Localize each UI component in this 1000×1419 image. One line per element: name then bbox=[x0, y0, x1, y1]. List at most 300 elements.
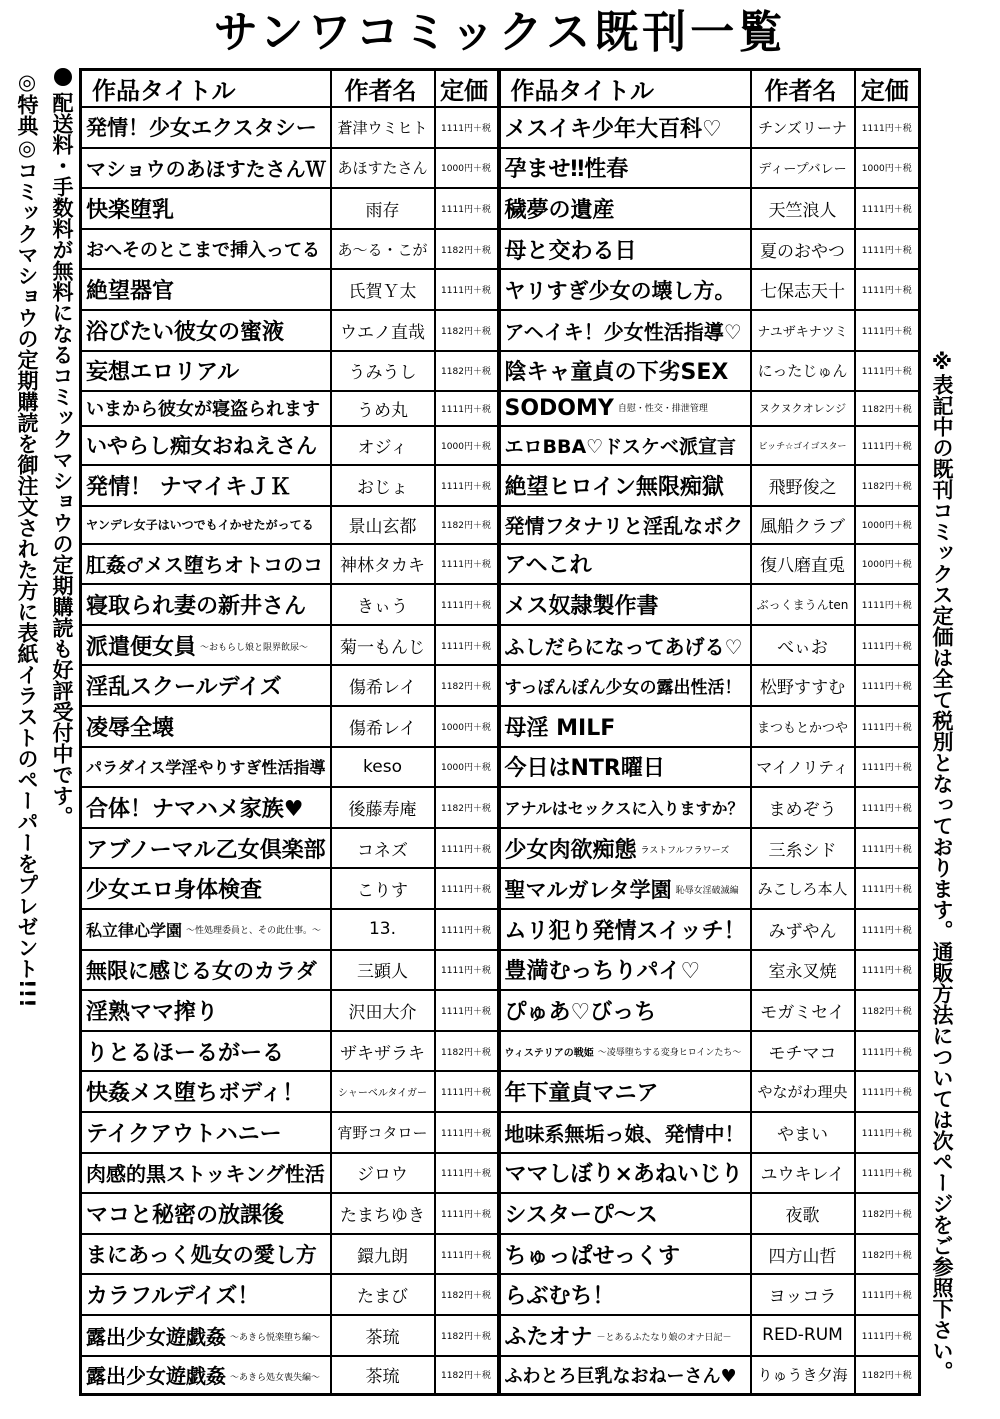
title-cell bbox=[81, 188, 331, 229]
author-cell bbox=[751, 787, 855, 828]
author-cell bbox=[331, 188, 435, 229]
author-cell bbox=[751, 1234, 855, 1275]
title-cell-text: SODOMY bbox=[504, 395, 614, 421]
table-row bbox=[81, 868, 920, 909]
title-cell bbox=[499, 351, 751, 392]
author-cell bbox=[331, 868, 435, 909]
price-cell bbox=[855, 506, 920, 544]
title-cell bbox=[81, 584, 331, 625]
author-cell bbox=[331, 310, 435, 351]
author-cell-text: 宵野コタロー bbox=[337, 1123, 428, 1142]
author-cell-text: まつもとかつや bbox=[756, 720, 848, 736]
price-cell bbox=[435, 1031, 499, 1072]
table-row bbox=[81, 148, 920, 189]
price-cell-text: 1000円＋税 bbox=[861, 560, 912, 571]
title-cell-text: ヤンデレ女子はいつでもイかせたがってる bbox=[86, 518, 314, 533]
price-cell bbox=[855, 747, 920, 788]
author-cell-text: べぃお bbox=[777, 637, 828, 658]
price-cell-text: 1182円＋税 bbox=[441, 1331, 491, 1342]
title-cell-text: 浴びたい彼女の蜜液 bbox=[86, 319, 285, 345]
author-cell bbox=[751, 747, 855, 788]
author-cell-text: 室永叉焼 bbox=[768, 962, 837, 983]
author-cell-text: 13. bbox=[368, 919, 397, 940]
title-cell-text: ママしぼり×あねいじり bbox=[504, 1162, 743, 1188]
table-row bbox=[81, 506, 920, 544]
title-cell bbox=[81, 107, 331, 148]
author-cell-text: たまちゆき bbox=[340, 1205, 425, 1226]
author-cell bbox=[751, 1153, 855, 1194]
price-cell bbox=[435, 506, 499, 544]
price-cell bbox=[855, 351, 920, 392]
author-cell-text: ヨッコラ bbox=[768, 1287, 837, 1308]
title-cell-text: 穢夢の遺産 bbox=[504, 197, 615, 223]
table-row bbox=[81, 229, 920, 270]
title-cell bbox=[81, 426, 331, 465]
price-cell-text: 1182円＋税 bbox=[441, 1047, 491, 1058]
author-cell bbox=[751, 465, 855, 506]
author-cell-text: 雨存 bbox=[365, 200, 400, 221]
title-cell-text: 妄想エロリアル bbox=[86, 360, 240, 386]
author-cell-text: ナユザキナツミ bbox=[757, 324, 848, 340]
price-cell-text: 1111円＋税 bbox=[861, 1047, 912, 1058]
author-cell bbox=[751, 506, 855, 544]
title-cell bbox=[499, 665, 751, 706]
price-cell-text: 1111円＋税 bbox=[441, 560, 491, 571]
price-cell-text: 1182円＋税 bbox=[861, 1250, 912, 1261]
author-cell-text: シャーベルタイガー bbox=[338, 1088, 427, 1100]
author-cell bbox=[751, 426, 855, 465]
author-cell-text: モガミセイ bbox=[760, 1003, 845, 1023]
title-cell bbox=[499, 426, 751, 465]
author-cell-text: こりす bbox=[357, 881, 408, 902]
author-cell-text: 七保志天十 bbox=[760, 282, 845, 303]
price-cell-text: 1111円＋税 bbox=[441, 966, 491, 977]
author-cell bbox=[751, 1356, 855, 1395]
title-cell bbox=[499, 990, 751, 1031]
price-cell bbox=[855, 1153, 920, 1194]
title-cell bbox=[499, 950, 751, 991]
title-cell-text: 無限に感じる女のカラダ bbox=[86, 958, 317, 983]
title-cell-subtitle: ～凌辱堕ちする変身ヒロインたち～ bbox=[597, 1047, 742, 1058]
title-cell-text: 発情！少女エクスタシー bbox=[86, 116, 317, 141]
table-row bbox=[81, 584, 920, 625]
author-cell-text: 蒼津ウミヒト bbox=[337, 118, 428, 137]
price-cell bbox=[855, 465, 920, 506]
title-cell-text: 孕ませ‼性春 bbox=[504, 157, 629, 183]
author-cell bbox=[331, 950, 435, 991]
author-cell-text: ウエノ直哉 bbox=[340, 322, 425, 343]
author-cell bbox=[331, 465, 435, 506]
author-cell-text: RED-RUM bbox=[762, 1325, 843, 1346]
author-cell bbox=[751, 351, 855, 392]
author-cell-text: コネズ bbox=[357, 840, 408, 861]
title-cell-text: ヤリすぎ少女の壊し方。 bbox=[504, 278, 736, 303]
price-cell-text: 1111円＋税 bbox=[861, 1088, 912, 1099]
title-cell-subtitle: ～あきら処女喪失編～ bbox=[230, 1372, 321, 1383]
author-cell bbox=[331, 426, 435, 465]
price-cell bbox=[435, 868, 499, 909]
title-cell bbox=[81, 1234, 331, 1275]
title-cell-text: ウィステリアの戦姫 bbox=[504, 1047, 594, 1059]
author-cell-text: きぃう bbox=[357, 597, 408, 618]
title-cell bbox=[81, 990, 331, 1031]
price-cell bbox=[435, 828, 499, 869]
title-cell-subtitle: 恥辱女淫破滅編 bbox=[675, 885, 739, 896]
title-cell bbox=[499, 868, 751, 909]
table-row bbox=[81, 310, 920, 351]
author-cell bbox=[751, 229, 855, 270]
table-row bbox=[81, 747, 920, 788]
author-cell bbox=[331, 747, 435, 788]
price-cell bbox=[435, 747, 499, 788]
title-cell-subtitle: ラストフルフラワーズ bbox=[640, 845, 730, 856]
title-cell-text: シスターぴ～ス bbox=[504, 1202, 658, 1228]
title-cell-text: マショウのあほすたさんＷ bbox=[86, 157, 326, 182]
title-cell-text: 淫熟ママ搾り bbox=[86, 1000, 219, 1025]
title-cell-text: テイクアウトハニー bbox=[86, 1121, 282, 1147]
title-cell-text: 絶望器官 bbox=[86, 279, 175, 305]
title-cell bbox=[81, 787, 331, 828]
price-cell-text: 1000円＋税 bbox=[441, 763, 491, 774]
price-cell bbox=[855, 1031, 920, 1072]
price-cell bbox=[435, 465, 499, 506]
author-cell-text: 夜歌 bbox=[785, 1205, 820, 1226]
table-row bbox=[81, 706, 920, 747]
author-cell bbox=[331, 909, 435, 950]
table-row bbox=[81, 465, 920, 506]
title-cell bbox=[81, 269, 331, 310]
author-cell bbox=[751, 544, 855, 585]
table-row bbox=[81, 1071, 920, 1112]
catalog-table bbox=[79, 68, 921, 1396]
author-cell-text: ビッチ☆ゴイゴスター bbox=[758, 441, 847, 452]
price-cell-text: 1111円＋税 bbox=[861, 641, 912, 652]
price-cell-text: 1111円＋税 bbox=[441, 1007, 491, 1017]
price-cell-text: 1111円＋税 bbox=[861, 367, 912, 378]
price-cell bbox=[855, 1071, 920, 1112]
price-cell bbox=[855, 544, 920, 585]
price-cell bbox=[435, 351, 499, 392]
author-cell bbox=[331, 584, 435, 625]
author-cell-text: 沢田大介 bbox=[348, 1003, 417, 1023]
title-cell bbox=[499, 148, 751, 189]
title-cell bbox=[81, 1071, 331, 1112]
title-cell-subtitle: －とあるふたなり娘のオナ日記－ bbox=[596, 1332, 732, 1343]
price-cell bbox=[435, 1153, 499, 1194]
title-cell bbox=[499, 1315, 751, 1356]
price-cell-text: 1182円＋税 bbox=[861, 404, 912, 415]
author-cell-text: ディープバレー bbox=[758, 162, 847, 178]
author-cell-text: 茶琉 bbox=[365, 1327, 400, 1348]
title-cell-subtitle: ～あきら悦楽堕ち編～ bbox=[230, 1333, 321, 1344]
title-cell bbox=[499, 229, 751, 270]
author-cell-text: 三顕人 bbox=[357, 962, 408, 983]
title-cell-text: 少女肉欲痴態 bbox=[504, 837, 637, 863]
author-cell bbox=[751, 1031, 855, 1072]
price-cell-text: 1111円＋税 bbox=[441, 844, 491, 855]
author-cell bbox=[331, 1315, 435, 1356]
table-row bbox=[81, 1193, 920, 1234]
table-row bbox=[81, 665, 920, 706]
title-cell-text: 豊満むっちりパイ♡ bbox=[504, 959, 701, 985]
title-cell-text: アヘこれ bbox=[504, 553, 592, 579]
price-cell bbox=[855, 1315, 920, 1356]
price-cell bbox=[435, 665, 499, 706]
price-cell bbox=[855, 1112, 920, 1153]
author-cell bbox=[331, 706, 435, 747]
title-cell bbox=[81, 229, 331, 270]
title-cell-text: カラフルデイズ！ bbox=[86, 1284, 260, 1310]
title-cell-text: 聖マルガレタ学園 bbox=[504, 877, 672, 902]
title-cell-text: 肛姦♂メス堕ちオトコのコ bbox=[86, 553, 324, 578]
table-row bbox=[81, 1153, 920, 1194]
author-cell bbox=[331, 351, 435, 392]
price-cell bbox=[435, 229, 499, 270]
price-cell-text: 1111円＋税 bbox=[861, 966, 912, 977]
author-cell-text: 菊一もんじ bbox=[340, 637, 425, 658]
author-cell-text: オジィ bbox=[357, 437, 408, 458]
title-cell bbox=[499, 1071, 751, 1112]
table-row bbox=[81, 391, 920, 425]
header-price: 定価 bbox=[435, 70, 499, 108]
price-cell-text: 1111円＋税 bbox=[861, 286, 912, 297]
price-cell bbox=[855, 706, 920, 747]
title-cell bbox=[499, 1274, 751, 1315]
title-cell bbox=[81, 351, 331, 392]
author-cell bbox=[331, 391, 435, 425]
title-cell-text: りとるほーるがーる bbox=[86, 1040, 285, 1066]
author-cell bbox=[331, 787, 435, 828]
title-cell-text: いまから彼女が寝盗られます bbox=[86, 399, 320, 421]
title-cell-text: ムリ犯り発情スイッチ！ bbox=[504, 918, 746, 944]
author-cell-text: 茶琉 bbox=[365, 1367, 400, 1388]
author-cell-text: やまい bbox=[777, 1124, 828, 1145]
title-cell-subtitle: ～おもらし娘と限界飲尿～ bbox=[200, 642, 309, 653]
author-cell bbox=[751, 269, 855, 310]
author-cell-text: たまび bbox=[357, 1287, 408, 1308]
title-cell bbox=[81, 391, 331, 425]
author-cell bbox=[331, 107, 435, 148]
title-cell-text: エロBBA♡ドスケベ派宣言 bbox=[504, 435, 737, 458]
author-cell-text: りゅうき夕海 bbox=[757, 1366, 848, 1385]
author-cell bbox=[751, 828, 855, 869]
title-cell-text: 地味系無垢っ娘、発情中！ bbox=[504, 1121, 745, 1146]
title-cell bbox=[499, 465, 751, 506]
price-cell bbox=[855, 665, 920, 706]
price-cell-text: 1111円＋税 bbox=[861, 1331, 912, 1342]
title-cell-subtitle: ～性処理委員と、その此仕事。～ bbox=[186, 926, 322, 937]
price-cell-text: 1182円＋税 bbox=[441, 326, 491, 337]
price-cell-text: 1182円＋税 bbox=[441, 804, 491, 815]
title-cell-text: メス奴隷製作書 bbox=[504, 594, 659, 620]
price-cell bbox=[855, 787, 920, 828]
author-cell-text: keso bbox=[363, 756, 402, 777]
price-cell bbox=[855, 909, 920, 950]
title-cell-text: ふたオナ bbox=[504, 1324, 593, 1350]
title-cell bbox=[499, 625, 751, 666]
table-row bbox=[81, 107, 920, 148]
price-cell-text: 1111円＋税 bbox=[441, 1128, 491, 1139]
price-cell-text: 1182円＋税 bbox=[861, 1371, 912, 1382]
author-cell bbox=[331, 1356, 435, 1395]
title-cell bbox=[81, 1153, 331, 1194]
author-cell-text: うめ丸 bbox=[357, 400, 408, 421]
title-cell bbox=[81, 868, 331, 909]
title-cell bbox=[499, 909, 751, 950]
table-row bbox=[81, 950, 920, 991]
price-cell-text: 1111円＋税 bbox=[861, 245, 912, 256]
price-cell-text: 1182円＋税 bbox=[861, 1007, 912, 1017]
price-cell bbox=[435, 625, 499, 666]
price-cell-text: 1111円＋税 bbox=[861, 1291, 912, 1302]
header-title: 作品タイトル bbox=[81, 70, 331, 108]
price-cell bbox=[855, 426, 920, 465]
author-cell-text: 三糸シド bbox=[768, 840, 837, 861]
author-cell bbox=[331, 625, 435, 666]
author-cell bbox=[751, 1112, 855, 1153]
author-cell bbox=[751, 1274, 855, 1315]
author-cell-text: チンズリーナ bbox=[758, 118, 847, 137]
author-cell bbox=[751, 625, 855, 666]
title-cell-text: らぶむち！ bbox=[504, 1284, 615, 1310]
title-cell bbox=[499, 584, 751, 625]
title-cell-text: マコと秘密の放課後 bbox=[86, 1202, 285, 1228]
author-cell-text: うみうし bbox=[348, 363, 417, 384]
bullet-icon bbox=[54, 68, 72, 86]
title-cell bbox=[81, 1112, 331, 1153]
price-cell-text: 1111円＋税 bbox=[861, 601, 912, 612]
title-cell-text: おへそのとこまで挿入ってる bbox=[86, 240, 320, 262]
author-cell-text: 氏賀Ｙ太 bbox=[348, 282, 417, 303]
price-cell bbox=[435, 706, 499, 747]
author-cell-text: まめぞう bbox=[768, 800, 837, 821]
title-cell bbox=[499, 107, 751, 148]
title-cell bbox=[81, 706, 331, 747]
author-cell-text: 夏のおやつ bbox=[760, 241, 845, 262]
title-cell-text: 発情フタナリと淫乱なボク bbox=[504, 514, 744, 539]
author-cell bbox=[751, 909, 855, 950]
author-cell-text: 風船クラブ bbox=[760, 517, 845, 538]
price-cell-text: 1000円＋税 bbox=[441, 164, 491, 175]
price-cell bbox=[435, 426, 499, 465]
header-price: 定価 bbox=[855, 70, 920, 108]
price-cell bbox=[435, 990, 499, 1031]
title-cell bbox=[81, 1031, 331, 1072]
price-cell bbox=[435, 1234, 499, 1275]
title-cell bbox=[81, 506, 331, 544]
author-cell-text: 傷希レイ bbox=[348, 678, 417, 699]
author-cell-text: 天竺浪人 bbox=[768, 200, 837, 221]
author-cell bbox=[751, 868, 855, 909]
title-cell-text: 陰キャ童貞の下劣SEX bbox=[504, 360, 729, 386]
price-cell-text: 1111円＋税 bbox=[861, 441, 912, 452]
author-cell bbox=[751, 1193, 855, 1234]
price-note: ※表記中の既刊コミックス定価は全て税別となっております。通販方法については次ページをご参照下さい。 bbox=[930, 350, 954, 1382]
price-cell bbox=[855, 391, 920, 425]
price-cell bbox=[855, 950, 920, 991]
price-cell-text: 1111円＋税 bbox=[441, 601, 491, 612]
price-cell-text: 1111円＋税 bbox=[441, 404, 491, 415]
price-cell bbox=[435, 188, 499, 229]
title-cell-text: 快楽堕乳 bbox=[86, 197, 175, 223]
price-cell bbox=[435, 950, 499, 991]
price-cell-text: 1111円＋税 bbox=[441, 1088, 491, 1099]
title-cell-text: 少女エロ身体検査 bbox=[86, 878, 263, 904]
author-cell-text: あほすたさん bbox=[337, 159, 428, 178]
author-cell bbox=[331, 1274, 435, 1315]
price-cell-text: 1111円＋税 bbox=[441, 123, 491, 134]
bonus-note: ◎特典◎コミックマショウの定期購読を御注文された方に表紙イラストのペーパーをプレゼント!!! bbox=[15, 70, 39, 1008]
author-cell-text: モチマコ bbox=[768, 1043, 837, 1064]
title-cell-text: 派遣便女員 bbox=[86, 634, 197, 660]
price-cell-text: 1111円＋税 bbox=[441, 641, 491, 652]
price-cell-text: 1000円＋税 bbox=[861, 521, 912, 532]
price-cell bbox=[435, 1356, 499, 1395]
price-cell bbox=[855, 310, 920, 351]
author-cell bbox=[331, 1193, 435, 1234]
price-cell-text: 1111円＋税 bbox=[861, 123, 912, 134]
author-cell bbox=[331, 148, 435, 189]
author-cell-text: 鐶九朗 bbox=[357, 1246, 408, 1267]
author-cell bbox=[751, 1071, 855, 1112]
price-cell-text: 1182円＋税 bbox=[441, 245, 491, 256]
price-cell bbox=[855, 229, 920, 270]
title-cell bbox=[81, 1356, 331, 1395]
price-cell bbox=[855, 584, 920, 625]
price-cell bbox=[855, 625, 920, 666]
price-cell-text: 1182円＋税 bbox=[441, 521, 491, 532]
table-row bbox=[81, 1234, 920, 1275]
author-cell bbox=[751, 584, 855, 625]
title-cell bbox=[81, 465, 331, 506]
price-cell-text: 1182円＋税 bbox=[441, 682, 491, 693]
title-cell bbox=[499, 1112, 751, 1153]
price-cell bbox=[435, 269, 499, 310]
title-cell-text: メスイキ少年大百科♡ bbox=[504, 116, 722, 142]
table-row bbox=[81, 269, 920, 310]
title-cell-text: アナルはセックスに入りますか？ bbox=[504, 799, 744, 819]
title-cell bbox=[499, 188, 751, 229]
header-author: 作者名 bbox=[751, 70, 855, 108]
price-cell-text: 1111円＋税 bbox=[861, 204, 912, 215]
title-cell bbox=[81, 665, 331, 706]
price-cell-text: 1111円＋税 bbox=[861, 1128, 912, 1139]
title-cell bbox=[81, 544, 331, 585]
subscription-note: 配送料・手数料が無料になるコミックマショウの定期購読も好評受付中です。 bbox=[50, 92, 74, 827]
author-cell bbox=[751, 310, 855, 351]
author-cell bbox=[331, 506, 435, 544]
author-cell-text: にったじゅん bbox=[757, 362, 848, 381]
price-cell bbox=[435, 1274, 499, 1315]
author-cell bbox=[331, 1031, 435, 1072]
author-cell bbox=[751, 188, 855, 229]
price-cell-text: 1111円＋税 bbox=[861, 804, 912, 815]
title-cell-text: 肉感的黒ストッキング性活 bbox=[86, 1162, 325, 1187]
author-cell bbox=[751, 1315, 855, 1356]
author-cell-text: 神林タカキ bbox=[340, 556, 425, 577]
title-cell-text: いやらし痴女おねえさん bbox=[86, 434, 317, 459]
title-cell-text: まにあっく処女の愛し方 bbox=[86, 1243, 317, 1268]
title-cell bbox=[499, 269, 751, 310]
title-cell bbox=[81, 1274, 331, 1315]
table-row bbox=[81, 828, 920, 869]
price-cell bbox=[435, 107, 499, 148]
price-cell bbox=[435, 1071, 499, 1112]
price-cell bbox=[435, 1112, 499, 1153]
price-cell bbox=[855, 1356, 920, 1395]
author-cell-text: ぶっくまうんten bbox=[756, 598, 849, 613]
title-cell-text: ふしだらになってあげる♡ bbox=[504, 634, 743, 659]
